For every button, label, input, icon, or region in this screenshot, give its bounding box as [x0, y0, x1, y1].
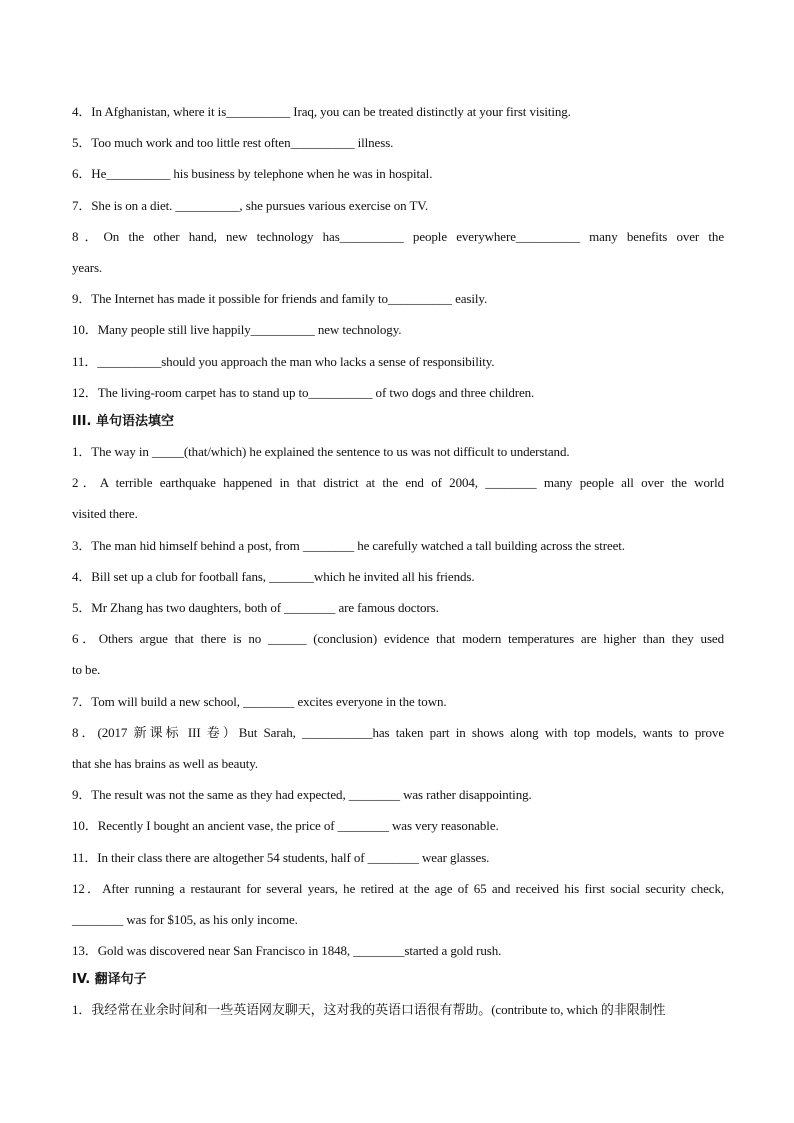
question-6: 6．He__________ his business by telephone when he was in hospital.: [72, 166, 433, 182]
question-10: 10．Many people still live happily__________ new technology.: [72, 322, 402, 338]
question-5: 5．Too much work and too little rest often__________ illness.: [72, 135, 394, 151]
question-11: 11．__________should you approach the man who lacks a sense of responsibility.: [72, 353, 495, 369]
grammar-question-12-continued: ________ was for $105, as his only income.: [72, 912, 298, 928]
grammar-question-2-continued: visited there.: [72, 506, 138, 522]
grammar-question-6: 6．Others argue that there is no ______ (conclusion) evidence that modern temperatures are higher than they used: [72, 631, 724, 647]
grammar-question-12: 12．After running a restaurant for several years, he retired at the age of 65 and received his first social security check,: [72, 880, 724, 896]
section-3-heading: III. 单句语法填空: [72, 414, 174, 430]
grammar-question-10: 10．Recently I bought an ancient vase, the price of ________ was very reasonable.: [72, 818, 499, 834]
worksheet-page: [72, 96, 724, 1026]
grammar-question-2: 2．A terrible earthquake happened in that district at the end of 2004, ________ many people all over the world: [72, 475, 724, 491]
question-7: 7．She is on a diet. __________, she pursues various exercise on TV.: [72, 197, 429, 213]
question-8: 8．On the other hand, new technology has__________ people everywhere__________ many benefits over the: [72, 228, 724, 244]
grammar-question-3: 3．The man hid himself behind a post, from ________ he carefully watched a tall building across the street.: [72, 537, 625, 553]
section-4-heading: IV. 翻译句子: [72, 972, 147, 988]
grammar-question-9: 9．The result was not the same as they had expected, ________ was rather disappointing.: [72, 787, 532, 803]
grammar-question-4: 4．Bill set up a club for football fans, _______which he invited all his friends.: [72, 568, 475, 584]
question-8-continued: years.: [72, 260, 103, 276]
question-4: 4．In Afghanistan, where it is__________ Iraq, you can be treated distinctly at your first visiting.: [72, 104, 571, 119]
grammar-question-6-continued: to be.: [72, 662, 101, 678]
section-3: [72, 408, 724, 966]
section-4: [72, 966, 724, 1025]
grammar-question-8: 8．(2017 新课标 III 卷）But Sarah, ___________has taken part in shows along with top models, wants to prove: [72, 724, 724, 740]
translation-question-1: 1．我经常在业余时间和一些英语网友聊天，这对我的英语口语很有帮助。(contribute to, which 的非限制性: [72, 1002, 666, 1018]
section-2-tail: [72, 96, 724, 408]
grammar-question-5: 5．Mr Zhang has two daughters, both of ________ are famous doctors.: [72, 600, 439, 616]
grammar-question-7: 7．Tom will build a new school, ________ excites everyone in the town.: [72, 693, 447, 709]
grammar-question-1: 1．The way in _____(that/which) he explained the sentence to us was not difficult to understand.: [72, 444, 570, 460]
grammar-question-11: 11．In their class there are altogether 54 students, half of ________ wear glasses.: [72, 849, 490, 865]
question-9: 9．The Internet has made it possible for friends and family to__________ easily.: [72, 291, 488, 307]
question-12: 12．The living-room carpet has to stand up to__________ of two dogs and three children.: [72, 384, 535, 400]
grammar-question-13: 13．Gold was discovered near San Francisco in 1848, ________started a gold rush.: [72, 943, 502, 959]
grammar-question-8-continued: that she has brains as well as beauty.: [72, 756, 258, 772]
